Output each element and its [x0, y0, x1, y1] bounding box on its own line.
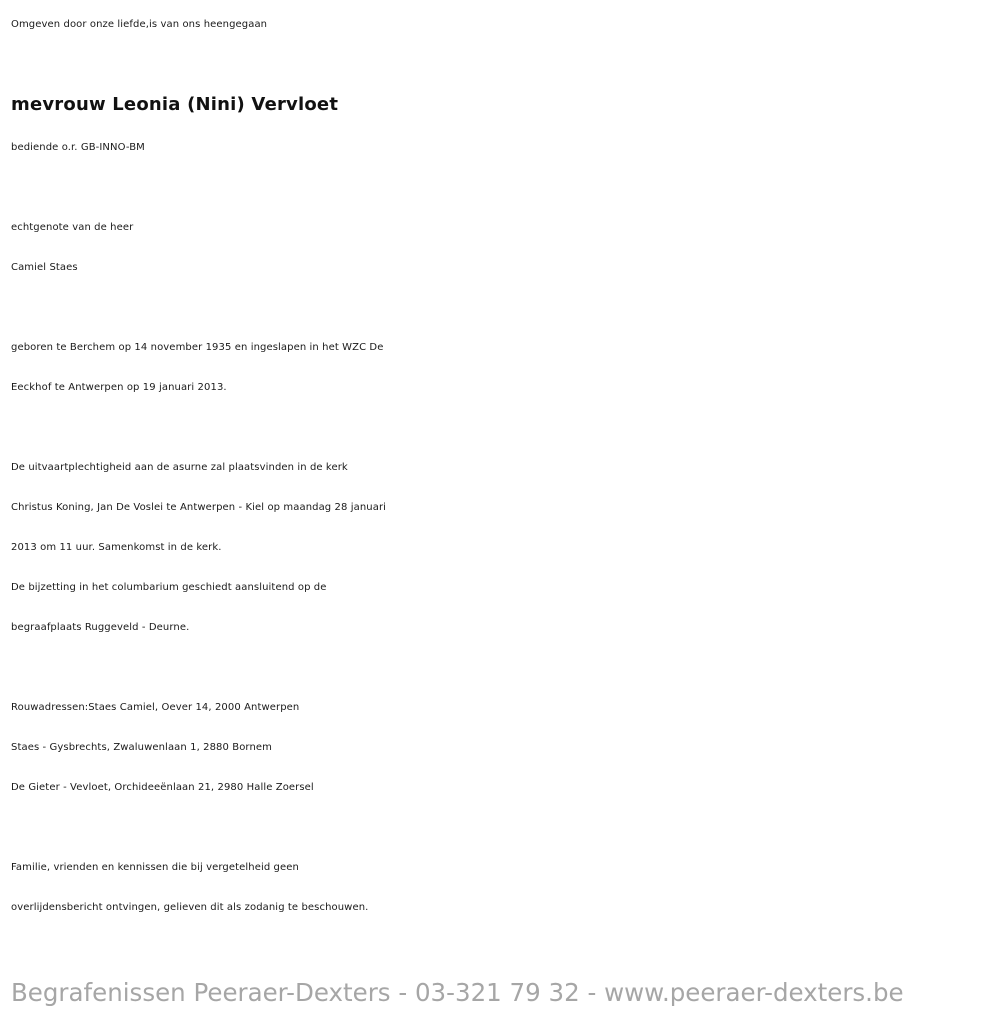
ceremony-line-3: 2013 om 11 uur. Samenkomst in de kerk. [11, 542, 222, 553]
spacer [11, 648, 996, 688]
intro-text: Omgeven door onze liefde,is van ons heengegaan [11, 19, 268, 30]
spacer [11, 408, 996, 448]
funeral-home-footer: Begrafenissen Peeraer-Dexters - 03-321 79 32 - www.peeraer-dexters.be [11, 978, 904, 1007]
spacer [11, 168, 996, 208]
deceased-name: mevrouw Leonia (Nini) Vervloet [11, 94, 339, 115]
death-notice [11, 0, 996, 928]
addresses-line-2: Staes - Gysbrechts, Zwaluwenlaan 1, 2880 Bornem [11, 742, 273, 753]
addresses-line-1: Rouwadressen:Staes Camiel, Oever 14, 2000 Antwerpen [11, 702, 300, 713]
spacer [11, 808, 996, 848]
closing-line-2: overlijdensbericht ontvingen, gelieven dit als zodanig te beschouwen. [11, 902, 369, 913]
spacer [11, 288, 996, 328]
ceremony-line-2: Christus Koning, Jan De Voslei te Antwerpen - Kiel op maandag 28 januari [11, 502, 387, 513]
burial-line-2: begraafplaats Ruggeveld - Deurne. [11, 622, 190, 633]
birth-death-line-1: geboren te Berchem op 14 november 1935 en ingeslapen in het WZC De [11, 342, 384, 353]
birth-death-line-2: Eeckhof te Antwerpen op 19 januari 2013. [11, 382, 227, 393]
spouse-line-1: echtgenote van de heer [11, 222, 134, 233]
burial-line-1: De bijzetting in het columbarium geschiedt aansluitend op de [11, 582, 327, 593]
closing-line-1: Familie, vrienden en kennissen die bij vergetelheid geen [11, 862, 299, 873]
occupation: bediende o.r. GB-INNO-BM [11, 142, 145, 153]
ceremony-line-1: De uitvaartplechtigheid aan de asurne zal plaatsvinden in de kerk [11, 462, 348, 473]
spouse-line-2: Camiel Staes [11, 262, 78, 273]
addresses-line-3: De Gieter - Vevloet, Orchideeënlaan 21, 2980 Halle Zoersel [11, 782, 314, 793]
